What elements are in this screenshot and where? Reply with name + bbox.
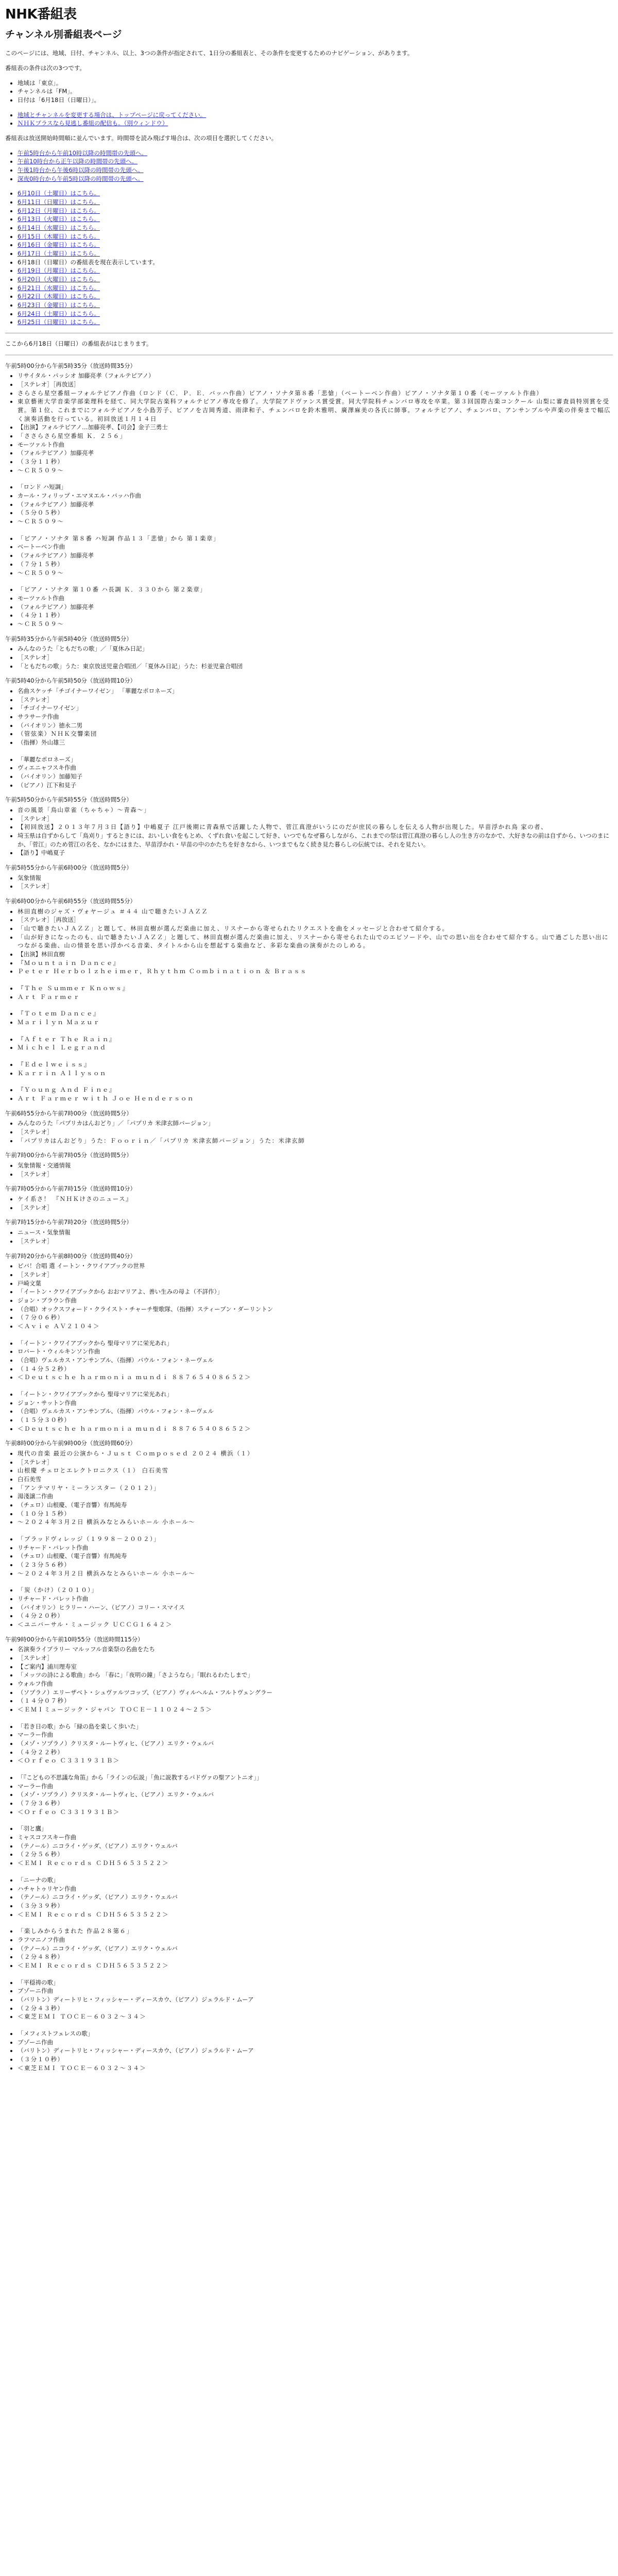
program-time: 午前5時55分から午前6時00分（放送時間5分）	[5, 863, 132, 871]
date-nav-item[interactable]: 6月14日（水曜日）はこちら。	[18, 224, 100, 231]
program-detail-line: • （２分５６秒）	[18, 1850, 613, 1859]
program-detail-line: • （３分３９秒）	[18, 1902, 613, 1910]
date-nav-item[interactable]: 6月17日（土曜日）はこちら。	[18, 250, 100, 257]
program-time: 午前7時05分から午前7時15分（放送時間10分）	[5, 1185, 136, 1193]
program-detail-line: • （１０分１５秒）	[18, 1510, 613, 1518]
program-detail-line: • 「楽しみからうまれた 作品２８第６」	[18, 1927, 613, 1936]
program-detail-line: • （バイオリン）ヒラリー・ハーン、（ピアノ）コリー・スマイス	[18, 1603, 613, 1612]
program-detail-line: • 「ニーナの歌」	[18, 1876, 613, 1885]
program-detail-line: • ＜Ａｖｉｅ ＡＶ２１０４＞	[18, 1322, 613, 1331]
program-details	[5, 1262, 613, 1433]
program-detail-line: • ケイ系さ！ 『ＮＨＫけさのニュース』	[18, 1195, 613, 1204]
program-detail-line: • Ｐｅｔｅｒ Ｈｅｒｂｏｌｚｈｅｉｍｅｒ，Ｒｈｙｔｈｍ Ｃｏｍｂｉｎａｔｉｏｎ ＆ Ｂｒａｓｓ	[18, 967, 613, 976]
program-time: 午前5時35分から午前5時40分（放送時間5分）	[5, 635, 132, 642]
program-detail-line: • Ｋａｒｒｉｎ Ａｌｌｙｓｏｎ	[18, 1069, 613, 1078]
program-detail-line: • ［ステレオ］	[18, 1170, 613, 1179]
program-spacer	[18, 526, 613, 534]
program-spacer	[18, 1714, 613, 1722]
site-logo[interactable]: NHK番組表	[5, 7, 77, 22]
date-nav-item[interactable]: 6月20日（火曜日）はこちら。	[18, 276, 100, 283]
program-time: 午前5時40分から午前5時50分（放送時間10分）	[5, 677, 136, 685]
program-detail-line: • マーラー作曲	[18, 1731, 613, 1739]
program-detail-line: • リチャード・バレット作曲	[18, 1595, 613, 1603]
program-detail-line: • ＜ユニバーサル・ミュージック ＵＣＣＧ１６４２＞	[18, 1620, 613, 1629]
program-detail-line: • 「炭（かけ）（２０１０）」	[18, 1586, 613, 1595]
date-nav	[5, 189, 613, 327]
program-detail-line: • （１５分３０秒）	[18, 1416, 613, 1425]
program-detail-line: • 山根慶 チェロとエレクトロニクス（１） 白石美雪	[18, 1466, 613, 1475]
program-detail-line: • 「ピアノ・ソナタ 第８番 ハ短調 作品１３「悲愴」から 第１楽章」	[18, 534, 613, 543]
date-nav-current: • 6月18日（日曜日）の番組表を現在表示しています。	[18, 258, 613, 267]
time-nav-item[interactable]: 深夜0時台から午前5時以降の時間帯の先頭へ。	[18, 175, 144, 182]
program-detail-line: • （１４分０７秒）	[18, 1697, 613, 1705]
program-detail-line: • リチャード・バレット作曲	[18, 1544, 613, 1552]
program-detail-line: • （７分０６秒）	[18, 1313, 613, 1322]
program-detail-line: • （２分４３秒）	[18, 2004, 613, 2013]
program-detail-line: • ビバ！合唱 選 イートン・クワイアブックの世界	[18, 1262, 613, 1270]
program-detail-line: • 名曲スケッチ「チゴイナーワイゼン」 「華麗なポロネーズ」	[18, 687, 613, 696]
date-nav-item[interactable]: 6月16日（金曜日）はこちら。	[18, 241, 100, 249]
program-detail-line: • （フォルテピアノ）加藤亮孝	[18, 500, 613, 509]
program-detail-line: • 【ご案内】浦川理寿室	[18, 1663, 613, 1671]
program-detail-line: • 【初回放送】２０１３年７月３日【語り】中嶋夏子 江戸後期に青森県で活躍した人物で、菅江真澄がいうにのだが庶民の暮らしを伝える人物が出現した。早苗浮かれ鳥 家の者、	[18, 823, 613, 832]
program-details	[5, 806, 613, 857]
program-detail-line: • みんなのうた「ともだちの歌」／「夏休み日記」	[18, 645, 613, 653]
program-details	[5, 1195, 613, 1212]
program-detail-line: • 戸崎文葉	[18, 1279, 613, 1288]
date-nav-item[interactable]: 6月15日（木曜日）はこちら。	[18, 232, 100, 240]
program-detail-line: • （７分３６秒）	[18, 1799, 613, 1808]
program-time: 午前5時00分から午前5時35分（放送時間35分）	[5, 362, 136, 369]
program-details	[5, 687, 613, 789]
page-intro: このページには、地域、日付、チャンネル、以上、3つの条件が指定されて、1日分の番組表と、その条件を変更するためのナビゲーション、があります。	[5, 49, 414, 57]
program-detail-line: • 「イートン・クワイアブックから おおマリアよ、善い生みの母よ（不詳作）」	[18, 1287, 613, 1296]
program-detail-line: • ブゾーニ作曲	[18, 2038, 613, 2047]
program-detail-line: • （５分０５秒）	[18, 509, 613, 517]
program-detail-line: • 「メッツの詩による歌曲」から 「春に」「夜明の鐘」「さようなら」「眠れるわたしまで」	[18, 1671, 613, 1680]
program-detail-line: • ミャスコフスキー作曲	[18, 1833, 613, 1842]
program-detail-line: • ＜Ｏｒｆｅｏ Ｃ３３１９３１Ｂ＞	[18, 1808, 613, 1817]
program-spacer	[18, 1077, 613, 1086]
date-nav-item[interactable]: 6月22日（木曜日）はこちら。	[18, 293, 100, 300]
program-detail-line: • 湯淺譲二作曲	[18, 1492, 613, 1501]
date-nav-item[interactable]: 6月11日（日曜日）はこちら。	[18, 198, 100, 206]
page-title: チャンネル別番組表ページ	[5, 28, 122, 40]
program-detail-line: • 「イートン・クワイアブックから 聖母マリアに栄光あれ」	[18, 1390, 613, 1399]
time-nav-item[interactable]: 午前5時台から午前10時以降の時間帯の先頭へ。	[18, 149, 147, 157]
program-detail-line: • ＜ＥＭＩ Ｒｅｃｏｒｄｓ ＣＤＨ５６５３５２２＞	[18, 1910, 613, 1919]
program-detail-line: • ［ステレオ］［再放送］	[18, 380, 613, 389]
program-detail-line: • ～ＣＲ５０９～	[18, 517, 613, 526]
program-spacer	[18, 1868, 613, 1876]
nhk-plus-link[interactable]: ＮＨＫプラスなら見逃し番組の配信も。（別ウィンドウ）	[18, 120, 168, 127]
back-to-top-link[interactable]: 地域とチャンネルを変更する場合は、トップページに戻ってください。	[18, 111, 207, 118]
condition-region: • 地域は「東京」。	[18, 79, 613, 88]
program-spacer	[18, 1816, 613, 1824]
program-detail-line: • ヴィエニャフスキ作曲	[18, 764, 613, 772]
program-detail-line: • 「平穏祷の歌」	[18, 1978, 613, 1987]
program-spacer	[18, 2021, 613, 2029]
date-nav-item[interactable]: 6月25日（日曜日）はこちら。	[18, 318, 100, 326]
program-block	[5, 1184, 613, 1212]
program-detail-line: • 音の風景「鳥山章雀（ちゃちゃ）～青森～」	[18, 806, 613, 815]
date-nav-item[interactable]: 6月23日（金曜日）はこちら。	[18, 301, 100, 309]
program-detail-line: • ［ステレオ］	[18, 1128, 613, 1137]
program-detail-line: • ＜ＥＭＩ Ｒｅｃｏｒｄｓ ＣＤＨ５６５３５２２＞	[18, 1961, 613, 1970]
program-detail-line: • （メゾ・ソプラノ）クリスタ・ルートヴィヒ、（ピアノ）エリク・ウェルバ	[18, 1739, 613, 1748]
program-detail-line: • （４分１１秒）	[18, 611, 613, 620]
date-nav-item[interactable]: 6月19日（月曜日）はこちら。	[18, 267, 100, 275]
program-detail-line: • 東京藝術大学音楽学部楽理科を経て、同大学院古楽科フォルテピアノ専攻を修了。大学院アドヴァンス賞受賞。同大学院科チェンバロ専攻を卒業。第３回国際古楽コンクール 山梨に審査員特別賞を受賞。第１位、これまでにフォルテピアノを小島芳子、ピアノを吉岡秀道、雨津和子、チェンバロを鈴木雅明、廣澤麻美の各氏に師事。フォルテピアノ、チェンバロ、アンサンブルや声楽の伴奏まで幅広く演奏活動を行っている。初回放送１月１４日	[18, 397, 613, 423]
program-detail-line: • ニュース・気象情報	[18, 1228, 613, 1237]
program-detail-line: • 「『こどもの不思議な角笛』から「ラインの伝説」「魚に説教するパドヴァの聖アントニオ」」	[18, 1773, 613, 1782]
program-detail-line: • （チェロ）山根慶、（電子音響）有馬純寿	[18, 1501, 613, 1510]
condition-channel: • チャンネルは「FM」。	[18, 87, 613, 96]
program-spacer	[18, 1578, 613, 1586]
program-detail-line: • ［ステレオ］	[18, 1458, 613, 1467]
program-detail-line: • 名演奏ライブラリー マルッフル音楽祭の名曲をたち	[18, 1645, 613, 1654]
program-detail-line: • 【出演】林田直樹	[18, 950, 613, 959]
program-detail-line: • 「アンテマリヤ・ミーランスター（２０１２）」	[18, 1484, 613, 1493]
condition-date: • 日付は「6月18日（日曜日）」。	[18, 96, 613, 105]
program-detail-line: • （３分１１秒）	[18, 457, 613, 466]
program-detail-line: • （ソプラノ）エリーザベト・シュヴァルツコップ、（ピアノ）ヴィルヘルム・フルトヴェングラー	[18, 1688, 613, 1697]
program-detail-line: • （フォルテピアノ）加藤亮孝	[18, 449, 613, 457]
program-spacer	[18, 747, 613, 755]
program-time: 午前6時00分から午前6時55分（放送時間55分）	[5, 897, 136, 905]
date-nav-item[interactable]: 6月21日（水曜日）はこちら。	[18, 284, 100, 292]
program-spacer	[18, 1919, 613, 1927]
program-detail-line: • （２３分５６秒）	[18, 1561, 613, 1569]
program-detail-line: • ～２０２４年３月２日 横浜みなとみらいホール 小ホール～	[18, 1569, 613, 1578]
program-detail-line: • （テノール）ニコライ・ゲッダ、（ピアノ）エリク・ウェルバ	[18, 1842, 613, 1851]
program-details	[5, 371, 613, 628]
conditions-heading: 番組表の条件は次の3つです。	[5, 64, 85, 72]
program-block	[5, 635, 613, 671]
program-block	[5, 863, 613, 891]
program-detail-line: • ＜Ｄｅｕｔｓｃｈｅ ｈａｒｍｏｎｉａ ｍｕｎｄｉ ８８７６５４０８６５２＞	[18, 1425, 613, 1433]
program-spacer	[18, 474, 613, 483]
program-detail-line: • 埼玉県は自ずからして「鳥刈り」するときには、おいしい食をもとめ、くずれ食いを起こして好き、いつでもなぜ暮らしながら、これまでの祭は菅江真澄の暮らし人の生き方のなかで、大好きなの前は自ずから、いつのまにか、「菅江」のため菅江の名を、なかにはまた、早苗浮かれ・早苗の中のかたちを好きなから、いつまでもなく続き見た暮らしの伝統では、それを見たい。	[18, 832, 613, 849]
program-spacer	[18, 976, 613, 984]
program-details	[5, 1119, 613, 1145]
program-detail-line: • ＜ＥＭＩミュージック・ジャパン ＴＯＣＥ－１１０２４～２５＞	[18, 1705, 613, 1714]
program-detail-line: • （メゾ・ソプラノ）クリスタ・ルートヴィヒ、（ピアノ）エリク・ウェルバ	[18, 1790, 613, 1799]
program-detail-line: • （ピアノ）江下和見子	[18, 781, 613, 790]
date-nav-item[interactable]: 6月24日（土曜日）はこちら。	[18, 310, 100, 317]
program-detail-line: • （２分４８秒）	[18, 1953, 613, 1961]
program-detail-line: • （合唱）オックスフォード・クライスト・チャーチ聖歌隊、（指揮）スティーブン・ダーリントン	[18, 1305, 613, 1314]
program-detail-line: • 「ロンド ハ短調」	[18, 483, 613, 492]
program-list	[5, 362, 613, 2073]
program-detail-line: • （チェロ）山根慶、（電子音響）有馬純寿	[18, 1552, 613, 1561]
program-spacer	[18, 1331, 613, 1339]
program-detail-line: • 『Ｔｈｅ Ｓｕｍｍｅｒ Ｋｎｏｗｓ』	[18, 984, 613, 993]
program-detail-line: • 「山が好きになったのも、山で聴きたいＪＡＺＺ」と題して、林田直樹が選んだ楽曲に加え、リスナーから寄せられた山でのエピソードや、山での思い出を合わせて紹介する。山で過ごした思い出につながる楽曲、山の情景を思い浮かべる音楽、タイトルから山を想起する楽曲など、多彩な楽曲の演奏がたのしめる。	[18, 933, 613, 950]
program-spacer	[18, 1382, 613, 1390]
program-detail-line: • 「イートン・クワイアブックから 聖母マリアに栄光あれ」	[18, 1339, 613, 1348]
program-spacer	[18, 1027, 613, 1035]
program-spacer	[18, 577, 613, 585]
program-detail-line: • 「ブラッドヴィレッジ（１９９８－２００２）」	[18, 1535, 613, 1544]
program-detail-line: • （バイオリン）加藤知子	[18, 772, 613, 781]
program-block	[5, 1151, 613, 1178]
program-block	[5, 897, 613, 1103]
program-detail-line: • 『Ｔｏｔｅｍ Ｄａｎｃｅ』	[18, 1009, 613, 1018]
program-detail-line: • ［ステレオ］	[18, 882, 613, 891]
program-detail-line: • 「ともだちの歌」うた：東京放送児童合唱団／「夏休み日記」うた：杉並児童合唱団	[18, 662, 613, 671]
program-detail-line: • ～ＣＲ５０９～	[18, 466, 613, 475]
program-details	[5, 1228, 613, 1245]
program-detail-line: • 「メフィストフェレスの歌」	[18, 2029, 613, 2038]
program-detail-line: • ベートーベン作曲	[18, 543, 613, 551]
program-detail-line: • 「羽と鷹」	[18, 1824, 613, 1833]
program-detail-line: • 『Ｅｄｅｌｗｅｉｓｓ』	[18, 1060, 613, 1069]
program-time: 午前7時00分から午前7時05分（放送時間5分）	[5, 1151, 132, 1159]
program-block	[5, 1218, 613, 1245]
program-detail-line: • ロバート・ウィルキンソン作曲	[18, 1347, 613, 1356]
program-details	[5, 907, 613, 1103]
program-detail-line: • カール・フィリップ・エマヌエル・バッハ作曲	[18, 492, 613, 500]
program-detail-line: • 「若き日の歌」から「緑の島を楽しく歩いた」	[18, 1722, 613, 1731]
program-detail-line: • ［ステレオ］［再放送］	[18, 916, 613, 924]
program-detail-line: • （７分１５秒）	[18, 560, 613, 569]
program-detail-line: • （合唱）ヴェルカス・アンサンブル、（指揮）パウル・フォン・ネーヴェル	[18, 1407, 613, 1416]
program-detail-line: • ハチャトゥリヤン作曲	[18, 1885, 613, 1893]
program-detail-line: • ［ステレオ］	[18, 1204, 613, 1212]
program-detail-line: • ジョン・ブラウン作曲	[18, 1296, 613, 1305]
program-details	[5, 1449, 613, 1629]
time-nav-heading: 番組表は放送開始時間順に並んでいます。時間帯を読み飛ばす場合は、次の項目を選択してください。	[5, 134, 278, 142]
program-detail-line: • 「チゴイナーワイゼン」	[18, 704, 613, 713]
program-detail-line: • （バリトン）ディートリヒ・フィッシャー・ディースカウ、（ピアノ）ジェラルド・ムーア	[18, 1995, 613, 2004]
program-detail-line: • Ａｒｔ Ｆａｒｍｅｒ ｗｉｔｈ Ｊｏｅ Ｈｅｎｄｅｒｓｏｎ	[18, 1094, 613, 1103]
program-detail-line: • モーツァルト作曲	[18, 594, 613, 603]
time-nav	[5, 149, 613, 183]
program-details	[5, 1161, 613, 1178]
program-time: 午前8時00分から午前9時00分（放送時間60分）	[5, 1439, 136, 1447]
program-detail-line: • 「山で聴きたいＪＡＺＺ」と題して、林田直樹が選んだ楽曲に加え、リスナーから寄せられたリクエストを曲をメッセージと合わせて紹介する。	[18, 924, 613, 933]
program-detail-line: • 林田直樹のジャズ・ヴォヤージュ ＃４４ 山で聴きたいＪＡＺＺ	[18, 907, 613, 916]
program-detail-line: • 「ピアノ・ソナタ 第１０番 ハ長調 Ｋ．３３０から 第２楽章」	[18, 585, 613, 594]
program-detail-line: • ウォルフ作曲	[18, 1680, 613, 1688]
program-detail-line: • 「パプリカはんおどり」うた：Ｆｏｏｒｉｎ／「パプリカ 米津玄師バージョン」うた：米津玄師	[18, 1137, 613, 1145]
program-detail-line: • マーラー作曲	[18, 1782, 613, 1791]
program-detail-line: • さらさら星空番組ーフォルテピアノ作曲（ロンド（Ｃ．Ｐ．Ｅ．バッハ作曲）ピアノ・ソナタ第８番「悲愴」（ベートーベン作曲）ピアノ・ソナタ第１０番（モーツァルト作曲）	[18, 389, 613, 398]
program-detail-line: • ＜Ｄｅｕｔｓｃｈｅ ｈａｒｍｏｎｉａ ｍｕｎｄｉ ８８７６５４０８６５２＞	[18, 1373, 613, 1382]
program-detail-line: • （１４分５２秒）	[18, 1365, 613, 1374]
program-detail-line: • ＜東芝ＥＭＩ ＴＯＣＥ－６０３２～３４＞	[18, 2012, 613, 2021]
program-detail-line: • （３分１０秒）	[18, 2055, 613, 2064]
program-detail-line: • モーツァルト作曲	[18, 440, 613, 449]
date-nav-item[interactable]: 6月12日（月曜日）はこちら。	[18, 207, 100, 214]
program-detail-line: • （フォルテピアノ）加藤亮孝	[18, 603, 613, 612]
program-detail-line: • ［ステレオ］	[18, 696, 613, 704]
program-detail-line: • ～ＣＲ５０９～	[18, 620, 613, 629]
program-detail-line: • （合唱）ヴェルカス・アンサンブル、（指揮）パウル・フォン・ネーヴェル	[18, 1356, 613, 1365]
change-links	[5, 111, 613, 128]
program-spacer	[18, 1765, 613, 1773]
program-detail-line: • 『Ａｆｔｅｒ Ｔｈｅ Ｒａｉｎ』	[18, 1035, 613, 1044]
program-detail-line: • ブゾーニ作曲	[18, 1987, 613, 1995]
program-detail-line: • みんなのうた「パプリカはんおどり」／「パプリカ 米津玄師バージョン」	[18, 1119, 613, 1128]
time-nav-item[interactable]: 午前10時台から正午以降の時間帯の先頭へ。	[18, 158, 138, 165]
program-detail-line: • Ａｒｔ Ｆａｒｍｅｒ	[18, 993, 613, 1002]
program-detail-line: • 現代の音楽 最近の公演から・Ｊｕｓｔ Ｃｏｍｐｏｓｅｄ ２０２４ 横浜（１）	[18, 1449, 613, 1458]
program-detail-line: • 『Ｙｏｕｎｇ Ａｎｄ Ｆｉｎｅ』	[18, 1086, 613, 1094]
conditions-list	[5, 79, 613, 105]
program-detail-line: • 「華麗なポロネーズ」	[18, 755, 613, 764]
program-detail-line: • （管弦楽）ＮＨＫ交響楽団	[18, 730, 613, 738]
program-spacer	[18, 1970, 613, 1978]
program-detail-line: • （テノール）ニコライ・ゲッダ、（ピアノ）エリク・ウェルバ	[18, 1893, 613, 1902]
program-time: 午前7時15分から午前7時20分（放送時間5分）	[5, 1218, 132, 1226]
program-details	[5, 645, 613, 670]
divider	[5, 354, 613, 355]
program-detail-line: • ［ステレオ］	[18, 815, 613, 823]
program-detail-line: • （４分２２秒）	[18, 1748, 613, 1757]
program-time: 午前7時20分から午前8時00分（放送時間40分）	[5, 1252, 136, 1260]
time-nav-item[interactable]: 午後1時台から午後6時以降の時間帯の先頭へ。	[18, 166, 144, 174]
program-detail-line: • 白石美雪	[18, 1475, 613, 1484]
program-detail-line: • ～ＣＲ５０９～	[18, 569, 613, 578]
program-detail-line: • 気象情報・交通情報	[18, 1161, 613, 1170]
program-detail-line: • 「ささらさら星空番組 Ｋ．２５６」	[18, 432, 613, 440]
program-detail-line: • 気象情報	[18, 874, 613, 883]
date-nav-item[interactable]: 6月13日（火曜日）はこちら。	[18, 215, 100, 223]
program-detail-line: • Ｍａｒｉｌｙｎ Ｍａｚｕｒ	[18, 1018, 613, 1027]
program-block	[5, 795, 613, 857]
program-detail-line: • （バイオリン）徳永二男	[18, 721, 613, 730]
program-detail-line: • ジョン・サットン作曲	[18, 1399, 613, 1408]
date-nav-item[interactable]: 6月10日（土曜日）はこちら。	[18, 190, 100, 197]
program-spacer	[18, 1527, 613, 1535]
program-detail-line: • （４分２０秒）	[18, 1612, 613, 1620]
program-block	[5, 1252, 613, 1433]
program-detail-line: • 『Ｍｏｕｎｔａｉｎ Ｄａｎｃｅ』	[18, 959, 613, 968]
program-details	[5, 1645, 613, 2072]
program-time: 午前6時55分から午前7時00分（放送時間5分）	[5, 1109, 132, 1117]
program-detail-line: • 【語り】中嶋夏子	[18, 849, 613, 857]
program-detail-line: • ラフマニノフ作曲	[18, 1936, 613, 1944]
program-block	[5, 1635, 613, 2073]
program-block	[5, 1109, 613, 1145]
program-detail-line: • ～２０２４年３月２日 横浜みなとみらいホール 小ホール～	[18, 1518, 613, 1527]
program-detail-line: • 【出演】フォルテピアノ…加藤亮孝、【司会】金子三勇士	[18, 423, 613, 432]
program-detail-line: • ［ステレオ］	[18, 1654, 613, 1663]
program-details	[5, 874, 613, 891]
program-detail-line: • Ｍｉｃｈｅｌ Ｌｅｇｒａｎｄ	[18, 1043, 613, 1052]
program-detail-line: • ［ステレオ］	[18, 1270, 613, 1279]
program-detail-line: • ＜ＥＭＩ Ｒｅｃｏｒｄｓ ＣＤＨ５６５３５２２＞	[18, 1859, 613, 1868]
program-detail-line: • （指揮）外山雄三	[18, 738, 613, 747]
program-detail-line: • ［ステレオ］	[18, 653, 613, 662]
program-time: 午前5時50分から午前5時55分（放送時間5分）	[5, 796, 132, 804]
program-spacer	[18, 1001, 613, 1009]
program-detail-line: • （バリトン）ディートリヒ・フィッシャー・ディースカウ、（ピアノ）ジェラルド・ムーア	[18, 2046, 613, 2055]
program-time: 午前9時00分から午前10時55分（放送時間115分）	[5, 1635, 144, 1643]
program-detail-line: • リサイタル・パッシオ 加藤亮孝（フォルテピアノ）	[18, 371, 613, 380]
program-detail-line: • ＜Ｏｒｆｅｏ Ｃ３３１９３１Ｂ＞	[18, 1756, 613, 1765]
schedule-start-note: ここから6月18日（日曜日）の番組表がはじまります。	[5, 340, 152, 348]
program-detail-line: • ＜東芝ＥＭＩ ＴＯＣＥ－６０３２～３４＞	[18, 2064, 613, 2073]
program-detail-line: • （テノール）ニコライ・ゲッダ、（ピアノ）エリク・ウェルバ	[18, 1944, 613, 1953]
program-block	[5, 1439, 613, 1629]
program-detail-line: • ［ステレオ］	[18, 1237, 613, 1246]
program-block	[5, 362, 613, 629]
program-block	[5, 676, 613, 789]
program-detail-line: • （フォルテピアノ）加藤亮孝	[18, 551, 613, 560]
program-spacer	[18, 1052, 613, 1060]
program-detail-line: • サラサーテ作曲	[18, 713, 613, 721]
